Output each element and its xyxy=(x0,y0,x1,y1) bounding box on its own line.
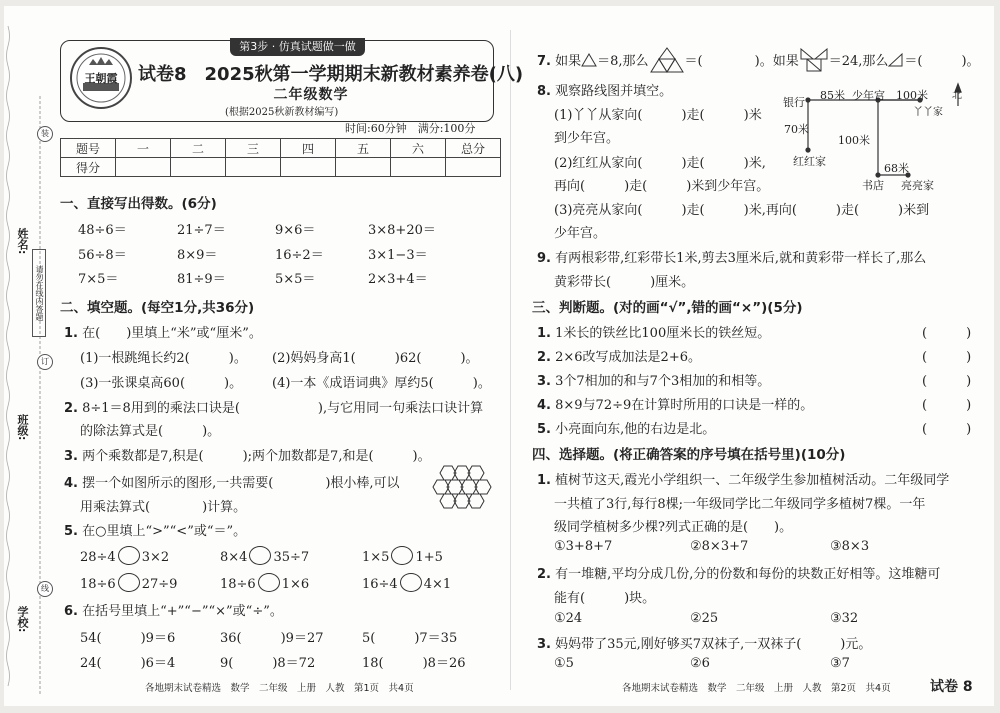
question-text: 在○里填上“>”“<”或“＝”。 xyxy=(82,524,247,539)
compare-item xyxy=(220,546,309,565)
map-honghong-home: 红红家 xyxy=(793,155,826,168)
score-cell[interactable] xyxy=(171,158,226,177)
answer-circle[interactable] xyxy=(391,546,413,565)
question-number: 4. xyxy=(64,476,78,491)
section-4-title: 四、选择题。(将正确答案的序号填在括号里)(10分) xyxy=(532,447,846,463)
question-text: 有两根彩带,红彩带长1米,剪去3厘米后,就和黄彩带一样长了,那么 xyxy=(555,251,927,266)
question-number: 2. xyxy=(64,401,78,416)
score-header: 总分 xyxy=(446,139,501,158)
calc-item: 16÷2＝ xyxy=(275,248,324,263)
question-text-cont: 用乘法算式( )计算。 xyxy=(80,500,247,515)
question-text-cont: 黄彩带长( )厘米。 xyxy=(554,275,695,290)
question-8 xyxy=(537,80,672,99)
judge-text: 2×6改写成加法是2+6。 xyxy=(555,350,701,365)
score-header: 四 xyxy=(281,139,336,158)
q7-text-3: ＝( )。如果 xyxy=(684,54,799,69)
question-text: 两个乘数都是7,积是( );两个加数都是7,和是( )。 xyxy=(82,449,431,464)
score-header: 一 xyxy=(116,139,171,158)
judge-item xyxy=(537,370,770,389)
question-number: 8. xyxy=(537,84,551,99)
calc-item: 5×5＝ xyxy=(275,272,316,287)
compare-left: 18÷6 xyxy=(220,577,256,592)
map-yaya-home: 丫丫家 xyxy=(913,107,943,118)
compare-left: 18÷6 xyxy=(80,577,116,592)
school-label: 学校: xyxy=(16,606,29,633)
compare-right: 1×6 xyxy=(281,577,310,592)
footer-right: 各地期末试卷精选 数学 二年级 上册 人教 第2页 共4页 xyxy=(622,683,891,694)
calc-item: 48÷6＝ xyxy=(78,223,127,238)
answer-circle[interactable] xyxy=(118,573,140,592)
question-text: 有一堆糖,平均分成几份,分的份数和每份的块数正好相等。这堆糖可 xyxy=(555,567,941,582)
fill-item: (1)丫丫从家向( )走( )米 xyxy=(554,108,762,123)
map-bookstore: 书店 xyxy=(862,179,884,192)
choice-option[interactable]: ②25 xyxy=(690,611,719,626)
compare-right: 35÷7 xyxy=(273,550,310,565)
choice-option[interactable]: ②8×3+7 xyxy=(690,539,749,554)
map-youth-palace: 少年宫 xyxy=(852,89,885,102)
answer-circle[interactable] xyxy=(118,546,140,565)
question-number: 5. xyxy=(64,524,78,539)
publisher-logo xyxy=(70,47,132,109)
compare-right: 27÷9 xyxy=(141,577,178,592)
score-cell[interactable] xyxy=(281,158,336,177)
operator-item: 9( )8＝72 xyxy=(220,656,316,671)
map-bank: 银行 xyxy=(783,96,805,109)
choice-option[interactable]: ①24 xyxy=(554,611,583,626)
score-cell[interactable] xyxy=(391,158,446,177)
judge-text: 3个7相加的和与7个3相加的和相等。 xyxy=(555,374,771,389)
question-number: 1. xyxy=(537,473,551,488)
choice-question-3 xyxy=(537,633,871,652)
logo-text: 王朝霞 xyxy=(84,72,118,85)
q7-text-1: 如果 xyxy=(555,54,582,69)
score-header: 六 xyxy=(391,139,446,158)
question-text-cont: 能有( )块。 xyxy=(554,591,656,606)
judge-text: 小亮面向东,他的右边是北。 xyxy=(555,422,716,437)
q7-text-2: ＝8,那么 xyxy=(597,54,649,69)
calc-item: 81÷9＝ xyxy=(177,272,226,287)
compare-left: 28÷4 xyxy=(80,550,116,565)
question-9 xyxy=(537,247,926,266)
calc-item: 56÷8＝ xyxy=(78,248,127,263)
calc-item: 9×6＝ xyxy=(275,223,316,238)
question-1 xyxy=(64,322,262,341)
calc-item: 21÷7＝ xyxy=(177,223,226,238)
answer-paren[interactable]: ( ) xyxy=(922,350,972,365)
score-header: 二 xyxy=(171,139,226,158)
judge-item xyxy=(537,418,715,437)
answer-paren[interactable]: ( ) xyxy=(922,422,972,437)
fill-item: (2)妈妈身高1( )62( )。 xyxy=(272,351,479,366)
question-number: 1. xyxy=(537,326,551,341)
operator-item: 54( )9＝6 xyxy=(80,631,176,646)
time-score: 时间:60分钟 满分:100分 xyxy=(345,122,476,135)
score-cell[interactable] xyxy=(116,158,171,177)
choice-option[interactable]: ③8×3 xyxy=(830,539,870,554)
map-dist-68: 68米 xyxy=(884,162,909,175)
compare-item xyxy=(362,546,443,565)
compare-item xyxy=(80,546,169,565)
answer-paren[interactable]: ( ) xyxy=(922,398,972,413)
operator-item: 24( )6＝4 xyxy=(80,656,176,671)
section-3-title: 三、判断题。(对的画“√”,错的画“×”)(5分) xyxy=(532,300,803,316)
question-text-cont: 一共植了3行,每行8棵;一年级同学比二年级同学多植树7棵。一年 xyxy=(554,497,926,512)
question-number: 3. xyxy=(64,449,78,464)
question-5 xyxy=(64,520,246,539)
exam-number: 试卷 8 xyxy=(930,679,973,695)
fill-item: (3)一张课桌高60( )。 xyxy=(80,376,243,391)
question-number: 7. xyxy=(537,54,551,69)
map-dist-100b: 100米 xyxy=(838,134,870,147)
answer-paren[interactable]: ( ) xyxy=(922,326,972,341)
question-number: 2. xyxy=(537,567,551,582)
question-3 xyxy=(64,445,431,464)
question-6 xyxy=(64,600,283,619)
question-text: 摆一个如图所示的图形,一共需要( )根小棒,可以 xyxy=(82,476,400,491)
choice-option[interactable]: ①5 xyxy=(554,656,574,671)
name-label: 姓名: xyxy=(16,228,29,255)
triangle-stack-icon xyxy=(649,47,685,73)
question-number: 1. xyxy=(64,326,78,341)
fill-item: 再向( )走( )米到少年宫。 xyxy=(554,179,770,194)
question-7 xyxy=(537,47,980,73)
class-label: 班级: xyxy=(16,414,29,441)
question-2 xyxy=(64,397,483,416)
question-number: 2. xyxy=(537,350,551,365)
calc-item: 2×3+4＝ xyxy=(368,272,428,287)
compare-item xyxy=(80,573,177,592)
score-cell[interactable] xyxy=(226,158,281,177)
q7-text-4: ＝24,那么 xyxy=(828,54,889,69)
footer-left: 各地期末试卷精选 数学 二年级 上册 人教 第1页 共4页 xyxy=(145,683,414,694)
question-text-cont: 级同学植树多少棵?列式正确的是( )。 xyxy=(554,520,793,535)
compare-left: 16÷4 xyxy=(362,577,398,592)
judge-text: 1米长的铁丝比100厘米长的铁丝短。 xyxy=(555,326,771,341)
choice-option[interactable]: ②6 xyxy=(690,656,710,671)
judge-text: 8×9与72÷9在计算时所用的口诀是一样的。 xyxy=(555,398,814,413)
bind-mark-1: 装 xyxy=(37,126,53,142)
fill-item: (2)红红从家向( )走( )米, xyxy=(554,156,766,171)
calc-item: 8×9＝ xyxy=(177,248,218,263)
choice-question-1 xyxy=(537,469,949,488)
question-text: 妈妈带了35元,刚好够买7双袜子,一双袜子( )元。 xyxy=(555,637,872,652)
score-header: 三 xyxy=(226,139,281,158)
triangle-icon xyxy=(581,53,597,67)
q7-text-5: ＝( )。 xyxy=(904,54,980,69)
fill-item: (4)一本《成语词典》厚约5( )。 xyxy=(272,376,491,391)
answer-paren[interactable]: ( ) xyxy=(922,374,972,389)
compare-right: 3×2 xyxy=(141,550,170,565)
exam-subtitle: 二年级数学 xyxy=(273,87,349,103)
question-text: 观察路线图并填空。 xyxy=(555,84,673,99)
calc-item: 7×5＝ xyxy=(78,272,119,287)
answer-circle[interactable] xyxy=(258,573,280,592)
question-number: 5. xyxy=(537,422,551,437)
question-number: 9. xyxy=(537,251,551,266)
question-text: 在括号里填上“+”“−”“×”或“÷”。 xyxy=(82,604,283,619)
section-2-title: 二、填空题。(每空1分,共36分) xyxy=(60,300,255,316)
question-text: 在( )里填上“米”或“厘米”。 xyxy=(82,326,262,341)
step-tab: 第3步 · 仿真试题做一做 xyxy=(230,38,365,56)
fill-item: 到少年宫。 xyxy=(554,131,620,146)
exam-title: 试卷8 2025秋第一学期期末新教材素养卷(八) xyxy=(138,64,524,85)
score-header: 题号 xyxy=(61,139,116,158)
question-number: 6. xyxy=(64,604,78,619)
operator-item: 36( )9＝27 xyxy=(220,631,324,646)
page-divider xyxy=(510,30,511,690)
judge-item xyxy=(537,346,701,365)
choice-option[interactable]: ③32 xyxy=(830,611,859,626)
score-cell[interactable] xyxy=(336,158,391,177)
choice-option[interactable]: ①3+8+7 xyxy=(554,539,613,554)
no-answer-warning: 请勿在线内答题 xyxy=(32,249,46,337)
question-4 xyxy=(64,472,400,491)
operator-item: 18( )8＝26 xyxy=(362,656,466,671)
section-1-title: 一、直接写出得数。(6分) xyxy=(60,196,217,212)
question-number: 4. xyxy=(537,398,551,413)
binding-strip xyxy=(4,6,52,706)
bind-mark-2: 订 xyxy=(37,354,53,370)
map-north: 北 xyxy=(952,90,962,101)
question-number: 3. xyxy=(537,637,551,652)
question-text: 8÷1＝8用到的乘法口诀是( ),与它用同一句乘法口诀计算 xyxy=(82,401,484,416)
map-dist-85: 85米 xyxy=(820,89,845,102)
operator-item: 5( )7＝35 xyxy=(362,631,458,646)
score-cell[interactable] xyxy=(446,158,501,177)
judge-item xyxy=(537,322,770,341)
right-triangle-icon xyxy=(888,53,904,67)
question-text-cont: 的除法算式是( )。 xyxy=(80,424,221,439)
judge-item xyxy=(537,394,813,413)
fill-item: (3)亮亮从家向( )走( )米,再向( )走( )米到 xyxy=(554,203,930,218)
score-table xyxy=(60,138,501,177)
answer-circle[interactable] xyxy=(400,573,422,592)
question-text: 植树节这天,霞光小学组织一、二年级学生参加植树活动。二年级同学 xyxy=(555,473,950,488)
edition-note: (根据2025秋新教材编写) xyxy=(225,107,339,118)
score-row-label: 得分 xyxy=(61,158,116,177)
bind-mark-3: 线 xyxy=(37,581,53,597)
compare-right: 1+5 xyxy=(415,550,443,565)
compare-item xyxy=(220,573,309,592)
calc-item: 3×8+20＝ xyxy=(368,223,436,238)
map-dist-100: 100米 xyxy=(896,89,928,102)
hexagon-figure-icon xyxy=(432,462,492,510)
flag-shape-icon xyxy=(799,47,829,73)
question-number: 3. xyxy=(537,374,551,389)
compare-left: 1×5 xyxy=(362,550,390,565)
map-dist-70: 70米 xyxy=(784,123,809,136)
score-header: 五 xyxy=(336,139,391,158)
fill-item: (1)一根跳绳长约2( )。 xyxy=(80,351,247,366)
compare-left: 8×4 xyxy=(220,550,248,565)
answer-circle[interactable] xyxy=(249,546,271,565)
choice-question-2 xyxy=(537,563,940,582)
fill-item: 少年宫。 xyxy=(554,226,607,241)
compare-item xyxy=(362,573,451,592)
map-liangliang-home: 亮亮家 xyxy=(901,179,934,192)
calc-item: 3×1−3＝ xyxy=(368,248,428,263)
choice-option[interactable]: ③7 xyxy=(830,656,850,671)
compare-right: 4×1 xyxy=(423,577,452,592)
